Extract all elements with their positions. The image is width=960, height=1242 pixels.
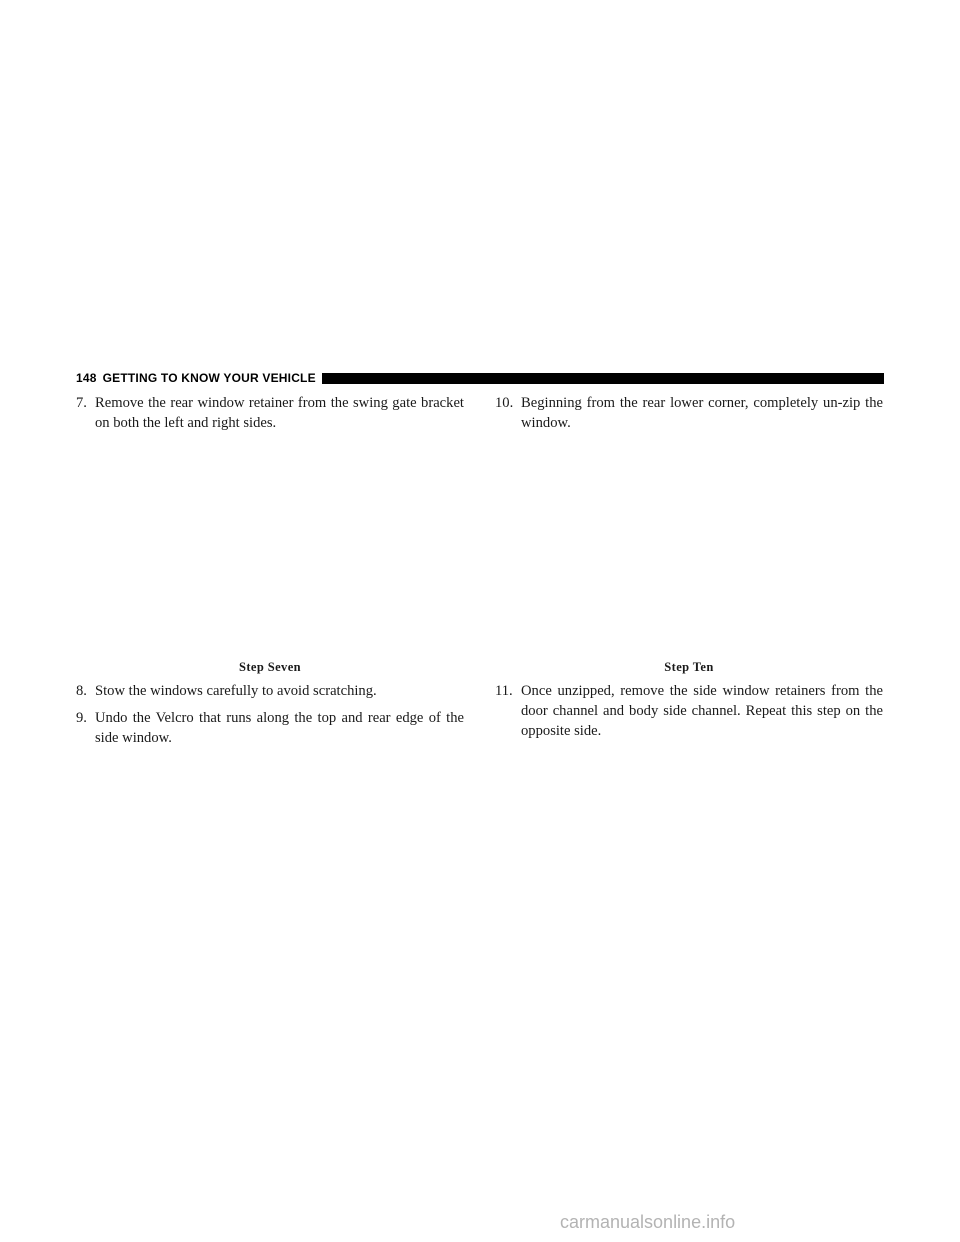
figure-step-seven [76,433,464,659]
figure-caption-step-ten: Step Ten [664,660,714,674]
step-number: 7. [76,395,87,411]
step-eleven-text [495,681,883,741]
step-body: Remove the rear window retainer from the swing gate bracket on both the left and right sides. [95,395,464,431]
step-body: Beginning from the rear lower corner, completely un-zip the window. [521,395,883,431]
step-eight-text [76,681,464,701]
header-label [76,371,316,385]
figure-step-ten [495,433,883,659]
section-title: GETTING TO KNOW YOUR VEHICLE [102,371,316,385]
step-ten-text [495,393,883,433]
step-body: Undo the Velcro that runs along the top and rear edge of the side window. [95,710,464,746]
header-rule [322,373,884,384]
watermark-link[interactable]: carmanualsonline.info [560,1212,736,1232]
figure-caption-step-seven: Step Seven [239,660,301,674]
step-body: Stow the windows carefully to avoid scratching. [95,683,377,699]
step-number: 9. [76,710,87,726]
step-number: 8. [76,683,87,699]
step-nine-text [76,708,464,748]
right-column [495,393,883,741]
page-number: 148 [76,371,97,385]
step-number: 10. [495,395,514,411]
left-column [76,393,464,748]
step-number: 11. [495,683,513,699]
page-header [76,370,884,386]
step-seven-text [76,393,464,433]
step-body: Once unzipped, remove the side window retainers from the door channel and body side channel. Repeat this step on the opposite side. [521,683,883,739]
